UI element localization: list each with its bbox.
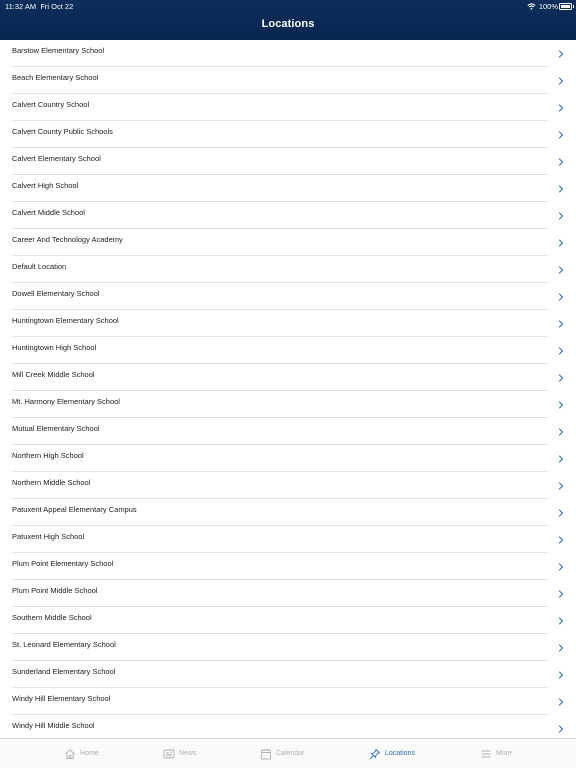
location-row[interactable] (0, 580, 576, 607)
location-row[interactable] (0, 661, 576, 688)
chevron-right-icon (557, 509, 565, 517)
location-row[interactable] (0, 121, 576, 148)
location-row[interactable] (0, 94, 576, 121)
location-row[interactable] (0, 607, 576, 634)
location-row[interactable] (0, 175, 576, 202)
tab-calendar[interactable] (260, 739, 304, 768)
location-name: Calvert High School (12, 181, 79, 190)
news-icon (163, 748, 175, 760)
location-name: Mt. Harmony Elementary School (12, 397, 120, 406)
chevron-right-icon (557, 617, 565, 625)
chevron-right-icon (557, 563, 565, 571)
location-name: Sunderland Elementary School (12, 667, 116, 676)
tab-label: Home (80, 750, 99, 757)
location-row[interactable] (0, 256, 576, 283)
chevron-right-icon (557, 185, 565, 193)
tab-label: Locations (385, 750, 415, 757)
navigation-bar (0, 0, 576, 40)
chevron-right-icon (557, 158, 565, 166)
chevron-right-icon (557, 212, 565, 220)
location-name: Windy Hill Middle School (12, 721, 95, 730)
location-row[interactable] (0, 148, 576, 175)
status-clock: 11:32 AM (5, 2, 37, 11)
tab-label: News (179, 750, 197, 757)
location-row[interactable] (0, 40, 576, 67)
location-row[interactable] (0, 634, 576, 661)
location-row[interactable] (0, 445, 576, 472)
chevron-right-icon (557, 104, 565, 112)
location-name: Calvert Elementary School (12, 154, 101, 163)
location-name: Huntingtown Elementary School (12, 316, 119, 325)
status-date: Fri Oct 22 (40, 2, 74, 11)
chevron-right-icon (557, 374, 565, 382)
tab-more[interactable] (480, 739, 512, 768)
location-name: Northern Middle School (12, 478, 91, 487)
battery-icon (559, 3, 572, 10)
location-row[interactable] (0, 229, 576, 256)
location-row[interactable] (0, 472, 576, 499)
status-right (527, 2, 558, 11)
pin-icon (369, 748, 381, 760)
chevron-right-icon (557, 320, 565, 328)
location-row[interactable] (0, 391, 576, 418)
location-row[interactable] (0, 418, 576, 445)
location-name: Plum Point Middle School (12, 586, 98, 595)
location-name: Windy Hill Elementary School (12, 694, 111, 703)
location-row[interactable] (0, 553, 576, 580)
chevron-right-icon (557, 428, 565, 436)
chevron-right-icon (557, 644, 565, 652)
location-name: Calvert County Public Schools (12, 127, 113, 136)
chevron-right-icon (557, 725, 565, 733)
location-name: Calvert Middle School (12, 208, 85, 217)
locations-list (0, 40, 576, 742)
chevron-right-icon (557, 347, 565, 355)
location-name: Barstow Elementary School (12, 46, 105, 55)
chevron-right-icon (557, 698, 565, 706)
location-row[interactable] (0, 283, 576, 310)
status-bar (0, 0, 576, 12)
location-name: Calvert Country School (12, 100, 90, 109)
wifi-icon (527, 3, 536, 10)
battery-percent: 100% (538, 2, 558, 11)
location-name: St. Leonard Elementary School (12, 640, 116, 649)
chevron-right-icon (557, 455, 565, 463)
chevron-right-icon (557, 131, 565, 139)
location-row[interactable] (0, 310, 576, 337)
location-row[interactable] (0, 526, 576, 553)
tab-home[interactable] (64, 739, 99, 768)
location-name: Patuxent High School (12, 532, 85, 541)
page-title: Locations (261, 18, 315, 30)
location-name: Mutual Elementary School (12, 424, 100, 433)
chevron-right-icon (557, 536, 565, 544)
chevron-right-icon (557, 50, 565, 58)
location-name: Mill Creek Middle School (12, 370, 95, 379)
chevron-right-icon (557, 482, 565, 490)
location-name: Default Location (12, 262, 67, 271)
location-name: Career And Technology Academy (12, 235, 123, 244)
tab-locations[interactable] (369, 739, 415, 768)
tab-label: More (496, 750, 512, 757)
menu-icon (480, 748, 492, 760)
location-row[interactable] (0, 499, 576, 526)
location-name: Patuxent Appeal Elementary Campus (12, 505, 137, 514)
chevron-right-icon (557, 401, 565, 409)
chevron-right-icon (557, 266, 565, 274)
location-row[interactable] (0, 364, 576, 391)
calendar-icon (260, 748, 272, 760)
location-name: Huntingtown High School (12, 343, 97, 352)
tab-bar (0, 738, 576, 768)
location-name: Northern High School (12, 451, 84, 460)
chevron-right-icon (557, 239, 565, 247)
home-icon (64, 748, 76, 760)
location-name: Dowell Elementary School (12, 289, 100, 298)
chevron-right-icon (557, 293, 565, 301)
battery-fill (561, 5, 570, 8)
chevron-right-icon (557, 590, 565, 598)
tab-news[interactable] (163, 739, 197, 768)
location-name: Southern Middle School (12, 613, 92, 622)
location-row[interactable] (0, 688, 576, 715)
location-name: Plum Point Elementary School (12, 559, 114, 568)
location-row[interactable] (0, 202, 576, 229)
chevron-right-icon (557, 671, 565, 679)
location-row[interactable] (0, 337, 576, 364)
chevron-right-icon (557, 77, 565, 85)
status-time (5, 2, 73, 11)
tab-label: Calendar (276, 750, 305, 757)
location-name: Beach Elementary School (12, 73, 99, 82)
location-row[interactable] (0, 67, 576, 94)
